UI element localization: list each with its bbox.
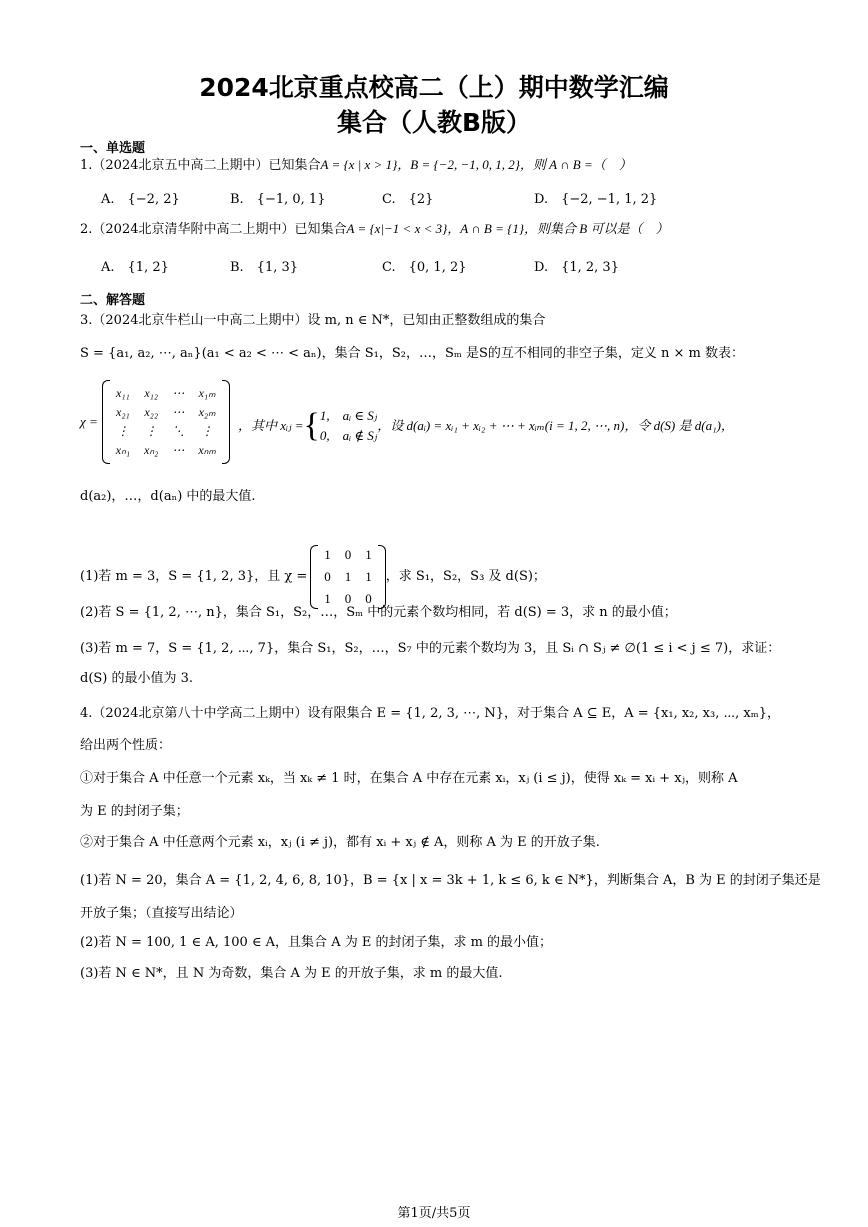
q3-part1: (1)若 m = 3，S = {1, 2, 3}，且 χ = 1 0 1 0 1 1 1 0 0 ，求 S₁，S₂，S₃ 及 d(S)；	[80, 545, 546, 609]
matrix-left-bracket	[102, 380, 110, 464]
q1-option-a: A. {−2, 2}	[101, 192, 180, 207]
q4-part1: (1)若 N = 20，集合 A = {1, 2, 4, 6, 8, 10}，B = {x | x = 3k + 1, k ≤ 6, k ∈ N*}，判断集合 A，B 为 E 的封闭子集还是	[80, 873, 821, 888]
doc-subtitle: 集合（人教B版）	[336, 108, 532, 137]
q3-part3-cont: d(S) 的最小值为 3.	[80, 671, 194, 686]
q1-option-c: C. {2}	[382, 192, 434, 207]
q4-property-1: ①对于集合 A 中任意一个元素 xₖ，当 xₖ ≠ 1 时，在集合 A 中存在元素 xᵢ，xⱼ (i ≤ j)，使得 xₖ = xᵢ + xⱼ，则称 A	[80, 771, 738, 786]
matrix-cell: 1	[365, 547, 372, 562]
chi-symbol: χ =	[80, 414, 98, 429]
matrix-cell: xₙₘ	[198, 443, 216, 457]
matrix-cell: x₂₂	[144, 405, 158, 419]
matrix-cell: x₁₁	[116, 386, 130, 400]
q3-indicator-definition: ，其中 xᵢⱼ = { 1, aᵢ ∈ Sⱼ 0, aᵢ ∉ Sⱼ ，设 d(aᵢ) = xᵢ₁ + xᵢ₂ + ⋯ + xᵢₘ(i = 1, 2, ⋯, n)，令 d(S) 是 d(a₁)，	[238, 407, 734, 444]
matrix-cell: x₁₂	[144, 386, 158, 400]
matrix-grid	[110, 386, 222, 458]
matrix-cell: x₂ₘ	[198, 405, 216, 419]
section-answer: 二、解答题	[80, 293, 146, 308]
matrix-cell: ⋮	[145, 424, 158, 438]
matrix-cell: xₙ₁	[115, 443, 131, 457]
matrix-cell: 1	[324, 547, 331, 562]
q4-part2: (2)若 N = 100, 1 ∈ A, 100 ∈ A，且集合 A 为 E 的封闭子集，求 m 的最小值；	[80, 935, 553, 950]
q4-intro: 给出两个性质：	[80, 738, 172, 753]
matrix-cell: 1	[344, 569, 352, 584]
q2-option-c: C. {0, 1, 2}	[382, 260, 467, 275]
q1-option-d: D. {−2, −1, 1, 2}	[534, 192, 658, 207]
matrix-cell: 1	[324, 591, 331, 606]
q4-part3: (3)若 N ∈ N*，且 N 为奇数，集合 A 为 E 的开放子集，求 m 的最大值.	[80, 966, 503, 981]
q3-max-text: d(a₂)，…，d(aₙ) 中的最大值.	[80, 489, 256, 504]
matrix-cell: 0	[344, 547, 352, 562]
q1-option-b: B. {−1, 0, 1}	[230, 192, 326, 207]
page-footer: 第1页/共5页	[397, 1206, 471, 1221]
q4-stem: 4.（2024北京第八十中学高二上期中）设有限集合 E = {1, 2, 3, ⋯, N}，对于集合 A ⊆ E，A = {x₁, x₂, x₃, ⋯, xₘ}，	[80, 706, 781, 721]
q2-option-b: B. {1, 3}	[230, 260, 299, 275]
matrix-cell: 0	[324, 569, 331, 584]
matrix-cell: xₙ₂	[144, 443, 159, 457]
matrix-cell: ⋮	[201, 424, 214, 438]
matrix-cell: ⋯	[172, 443, 185, 457]
matrix-cell: x₂₁	[116, 405, 130, 419]
q3-stem: 3.（2024北京牛栏山一中高二上期中）设 m, n ∈ N*，已知由正整数组成的集合	[80, 313, 546, 328]
matrix-cell: ⋯	[172, 386, 185, 400]
q3-part2: (2)若 S = {1, 2, ⋯, n}，集合 S₁，S₂，…，Sₘ 中的元素个数均相同，若 d(S) = 3，求 n 的最小值；	[80, 605, 677, 620]
matrix-right-bracket	[222, 380, 230, 464]
part1-matrix	[318, 546, 378, 608]
matrix-cell: x₁ₘ	[198, 386, 216, 400]
q2-option-d: D. {1, 2, 3}	[534, 260, 619, 275]
matrix-cell: ⋯	[172, 405, 185, 419]
matrix-cell: ⋮	[116, 424, 129, 438]
q2-stem: 2.（2024北京清华附中高二上期中）已知集合A = {x|−1 < x < 3}，A ∩ B = {1}，则集合 B 可以是（ ）	[80, 221, 669, 237]
q2-option-a: A. {1, 2}	[101, 260, 169, 275]
q3-chi-matrix	[80, 380, 230, 464]
q3-part3: (3)若 m = 7，S = {1, 2, ⋯, 7}，集合 S₁，S₂，…，S₇ 中的元素个数均为 3，且 Sᵢ ∩ Sⱼ ≠ ∅(1 ≤ i < j ≤ 7)，求证：	[80, 641, 781, 656]
q4-property-1-cont: 为 E 的封闭子集；	[80, 804, 189, 819]
indicator-cases: 1, aᵢ ∈ Sⱼ 0, aᵢ ∉ Sⱼ	[319, 408, 378, 443]
section-single-choice: 一、单选题	[80, 141, 146, 156]
doc-title: 2024北京重点校高二（上）期中数学汇编	[199, 73, 669, 102]
matrix-cell: 1	[365, 569, 372, 584]
matrix-cell: 0	[344, 591, 352, 606]
q3-set-definition: S = {a₁, a₂, ⋯, aₙ}(a₁ < a₂ < ⋯ < aₙ)，集合 S₁，S₂，…，Sₘ 是S的互不相同的非空子集，定义 n × m 数表：	[80, 346, 745, 361]
left-brace: {	[303, 407, 320, 444]
q4-property-2: ②对于集合 A 中任意两个元素 xᵢ，xⱼ (i ≠ j)，都有 xᵢ + xⱼ ∉ A，则称 A 为 E 的开放子集.	[80, 835, 600, 850]
q4-part1-cont: 开放子集；（直接写出结论）	[80, 906, 243, 921]
matrix-cell: ⋱	[172, 424, 185, 438]
q1-stem: 1.（2024北京五中高二上期中）已知集合A = {x | x > 1}，B = {−2, −1, 0, 1, 2}，则 A ∩ B =（ ）	[80, 157, 632, 173]
matrix-cell: 0	[365, 591, 372, 606]
